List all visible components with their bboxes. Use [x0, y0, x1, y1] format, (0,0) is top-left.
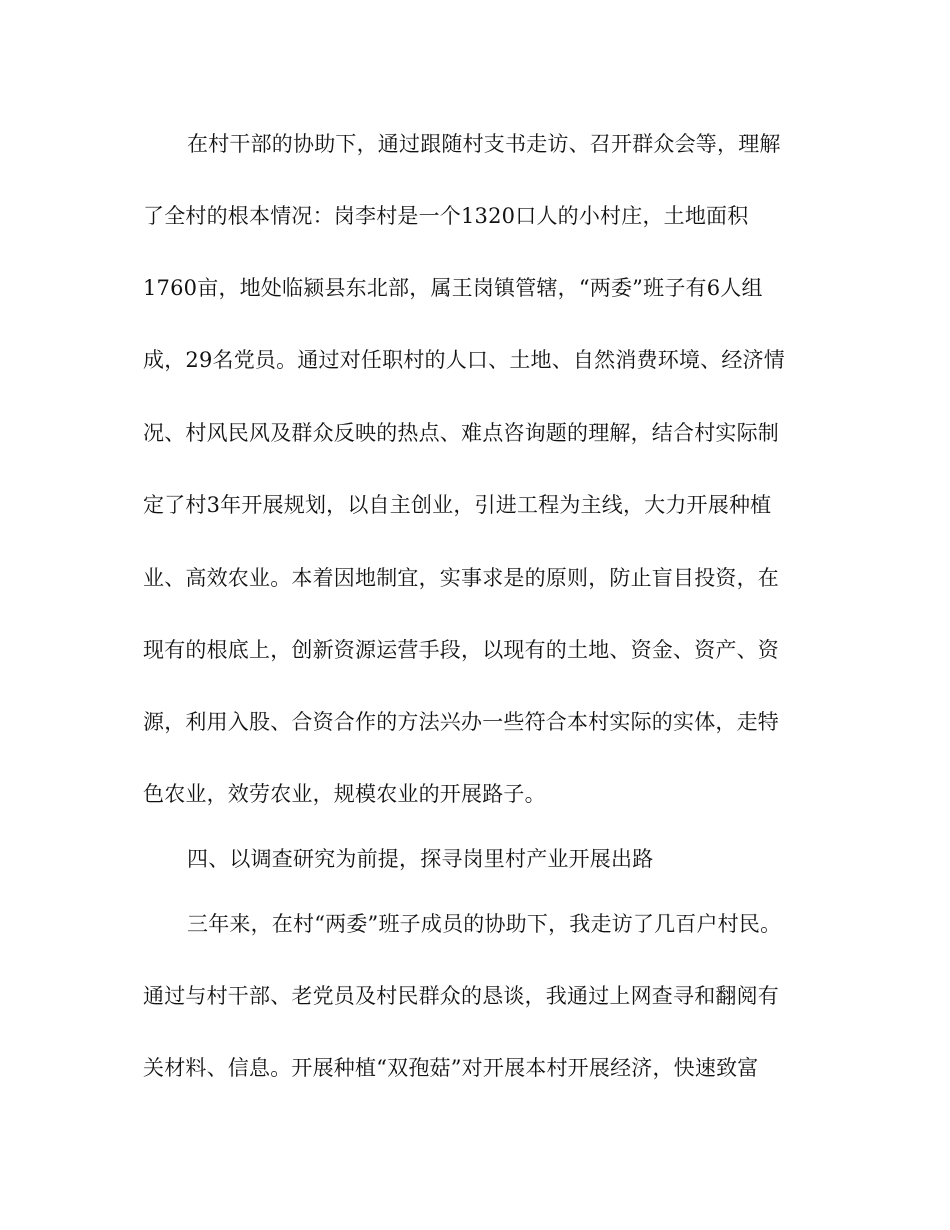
section-heading: 四、以调查研究为前提，探寻岗里村产业开展出路 — [187, 847, 654, 871]
paragraph-line: 通过与村干部、老党员及村民群众的恳谈，我通过上网查寻和翻阅有 — [143, 984, 779, 1008]
paragraph-line: 了全村的根本情况：岗李村是一个1320口人的小村庄，土地面积 — [143, 204, 749, 228]
paragraph-line: 现有的根底上，创新资源运营手段，以现有的土地、资金、资产、资 — [143, 638, 779, 662]
paragraph-line: 关材料、信息。开展种植“双孢菇”对开展本村开展经济，快速致富 — [143, 1056, 759, 1080]
paragraph-line: 源，利用入股、合资合作的方法兴办一些符合本村实际的实体，走特 — [143, 710, 779, 734]
paragraph-line: 色农业，效劳农业，规模农业的开展路子。 — [143, 782, 546, 806]
paragraph-line: 定了村3年开展规划，以自主创业，引进工程为主线，大力开展种植 — [143, 493, 772, 517]
paragraph-line: 况、村风民风及群众反映的热点、难点咨询题的理解，结合村实际制 — [143, 421, 779, 445]
paragraph-line: 1760亩，地处临颍县东北部，属王岗镇管辖，“两委”班子有6人组 — [143, 276, 763, 300]
paragraph-line: 成，29名党员。通过对任职村的人口、土地、自然消费环境、经济情 — [143, 348, 785, 372]
paragraph-line: 在村干部的协助下，通过跟随村支书走访、召开群众会等，理解 — [187, 132, 781, 156]
paragraph-line: 业、高效农业。本着因地制宜，实事求是的原则，防止盲目投资，在 — [143, 566, 779, 590]
paragraph-line: 三年来，在村“两委”班子成员的协助下，我走访了几百户村民。 — [187, 912, 782, 936]
